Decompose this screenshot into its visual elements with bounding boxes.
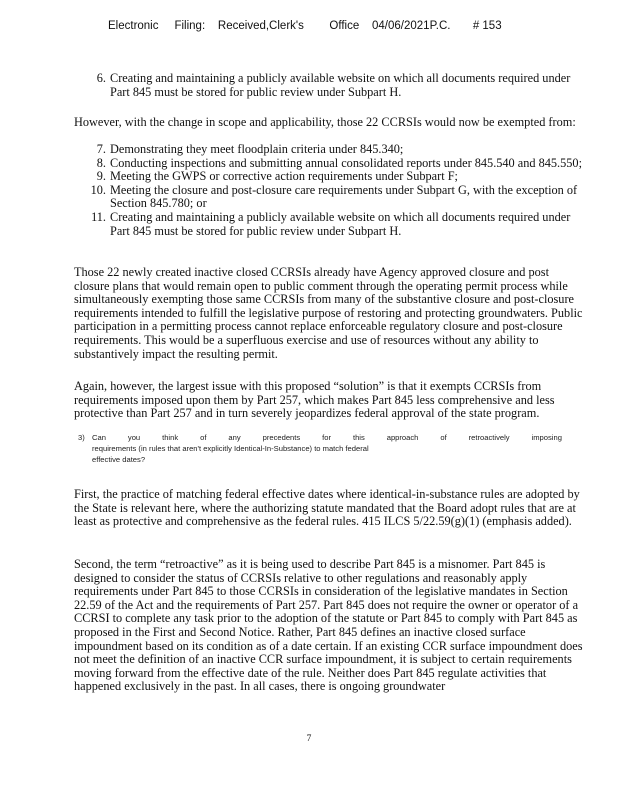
- question-word: you: [127, 433, 141, 442]
- page-number: 7: [306, 734, 312, 744]
- list-number: 6.: [96, 71, 106, 85]
- list-number: 10.: [90, 182, 106, 197]
- board-question: [78, 432, 562, 465]
- paragraph-retroactive: Second, the term “retroactive” as it is being used to describe Part 845 is a misnomer. Part 845 is designed to consider the status of CCRSIs relative to other regulations and reasonably apply requirements under Part 845 to those CCRSIs in consideration of the legislative mandates in Section 22.59 of the Act and the requirements of Part 257. Part 845 does not require the owner or operator of a CCRSI to complete any task prior to the adoption of the statute or Part 845 to comply with Part 845 as proposed in the First and Second Notice. Rather, Part 845 defines an inactive closed surface impoundment based on its condition as of a date certain. If an existing CCR surface impoundment does not meet the definition of an inactive CCR surface impoundment, it is subject to certain requirements moving forward from the effective date of the rule. Neither does Part 845 regulate activities that happened exclusively in the past. In all cases, there is ongoing groundwater: [74, 557, 583, 694]
- list-number: 11.: [91, 209, 106, 224]
- paragraph-largest-issue: Again, however, the largest issue with this proposed “solution” is that it exempts CCRSIs from requirements imposed upon them by Part 257, which makes Part 845 less comprehensive and less protective than Part 257 and in turn severely jeopardizes federal approval of the state program.: [74, 379, 555, 421]
- list-text: Demonstrating they meet floodplain criteria under 845.340;: [110, 142, 404, 156]
- question-word: imposing: [531, 433, 562, 442]
- paragraph-closure-plans: Those 22 newly created inactive closed CCRSIs already have Agency approved closure and post closure plans that would remain open to public comment through the operating permit process while simultaneously exempting those same CCRSIs from many of the substantive closure and post-closure requirements intended to fulfill the legislative purpose of restoring and protecting groundwaters. Public participation in a permitting process cannot replace enforceable regulatory closure and post-closure requirements. This would be a superfluous exercise and use of resources without any ability to substantively impact the resulting permit.: [74, 265, 583, 361]
- question-word: of: [200, 433, 207, 442]
- list-item: [74, 170, 586, 184]
- list-text: Conducting inspections and submitting annual consolidated reports under 845.540 and 845.550;: [110, 155, 582, 170]
- list-exemptions: [74, 143, 586, 238]
- question-word: of: [440, 433, 447, 442]
- question-word: retroactively: [468, 433, 510, 442]
- paragraph-effective-dates: First, the practice of matching federal effective dates where identical-in-substance rules are adopted by the State is relevant here, where the authorizing statute mandated that the Board adopt rules that are at least as protective and comprehensive as the federal rules. 415 ILCS 5/22.59(g)(1) (emphasis added).: [74, 487, 580, 529]
- paragraph-exemption-intro: However, with the change in scope and applicability, those 22 CCRSIs would now be exempted from:: [74, 115, 576, 129]
- list-item: [74, 72, 586, 99]
- list-number: 7.: [96, 142, 106, 156]
- question-word: approach: [386, 433, 419, 442]
- list-item: [74, 157, 586, 171]
- list-part-a: [74, 72, 586, 99]
- list-item: [74, 184, 586, 211]
- question-word: for: [322, 433, 331, 442]
- question-line-1: [92, 432, 562, 443]
- question-word: any: [228, 433, 241, 442]
- list-item: [74, 211, 586, 238]
- question-line-2: requirements (in rules that aren't explicitly Identical-In-Substance) to match federal: [92, 444, 369, 453]
- list-text: Creating and maintaining a publicly available website on which all documents required under Part 845 must be stored for public review under Subpart H.: [110, 209, 571, 238]
- question-number: 3): [78, 433, 85, 442]
- list-text: Meeting the closure and post-closure care requirements under Subpart G, with the exception of Section 845.780; or: [110, 182, 578, 211]
- filing-header: Electronic Filing: Received,Clerk's Office 04/06/2021P.C. # 153: [108, 20, 502, 32]
- list-text: Creating and maintaining a publicly available website on which all documents required under Part 845 must be stored for public review under Subpart H.: [110, 71, 571, 99]
- list-number: 8.: [96, 155, 106, 170]
- question-line-3: effective dates?: [92, 455, 146, 464]
- question-word: this: [352, 433, 365, 442]
- list-text: Meeting the GWPS or corrective action requirements under Subpart F;: [110, 169, 458, 184]
- list-number: 9.: [96, 169, 106, 184]
- question-word: precedents: [262, 433, 301, 442]
- question-word: think: [162, 433, 179, 442]
- question-word: Can: [92, 433, 106, 442]
- list-item: [74, 143, 586, 157]
